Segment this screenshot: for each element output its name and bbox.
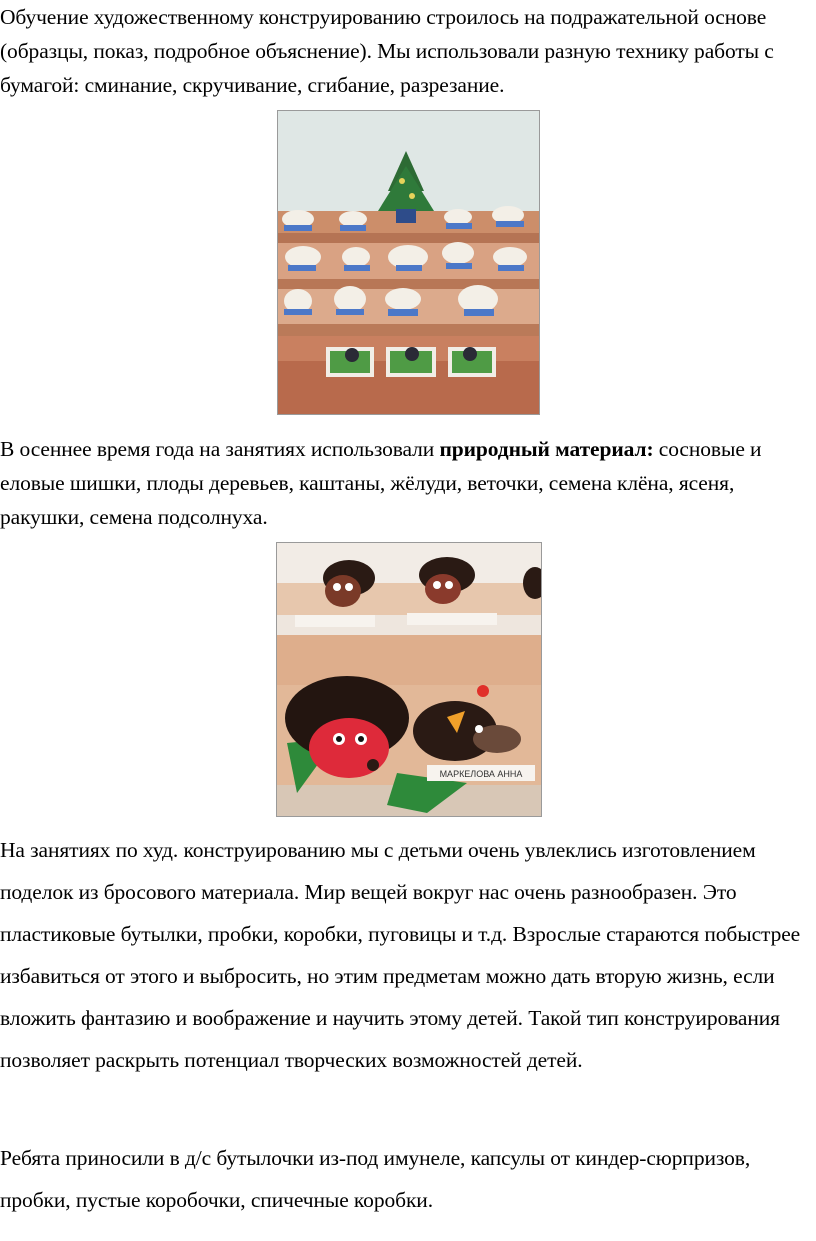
natural-material-list: сосновые и еловые шишки, плоды деревьев, каштаны, жёлуди, веточки, семена клёна, ясеня, ракушки, семена подсолнуха. (0, 437, 762, 529)
hedgehog-name-card: МАРКЕЛОВА АННА (439, 769, 523, 779)
natural-material-intro: В осеннее время года на занятиях использовали (0, 437, 440, 461)
paragraph-bottles: Ребята приносили в д/с бутылочки из-под имунеле, капсулы от киндер-сюрпризов, пробки, пустые коробочки, спичечные коробки. (0, 1146, 751, 1212)
paper-crafts-photo (277, 110, 540, 415)
natural-material-heading: природный материал: (439, 437, 654, 461)
paragraph-waste-material: На занятиях по худ. конструированию мы с детьми очень увлеклись изготовлением поделок из бросового материала. Мир вещей вокруг нас очень разнообразен. Это пластиковые бутылки, пробки, коробки, пуговицы и т.д. Взрослые стараются побыстрее избавиться от этого и выбросить, но этим предметам можно дать вторую жизнь, если вложить фантазию и воображение и научить этому детей. Такой тип конструирования позволяет раскрыть потенциал творческих возможностей детей. (0, 838, 801, 1072)
hedgehog-crafts-photo (276, 542, 542, 817)
paragraph-paper-technique: Обучение художественному конструированию строилось на подражательной основе (образцы, показ, подробное объяснение). Мы использовали разную технику работы с бумагой: сминание, скручивание, сгибание, разрезание. (0, 5, 774, 97)
paragraph-natural-material (0, 432, 816, 534)
